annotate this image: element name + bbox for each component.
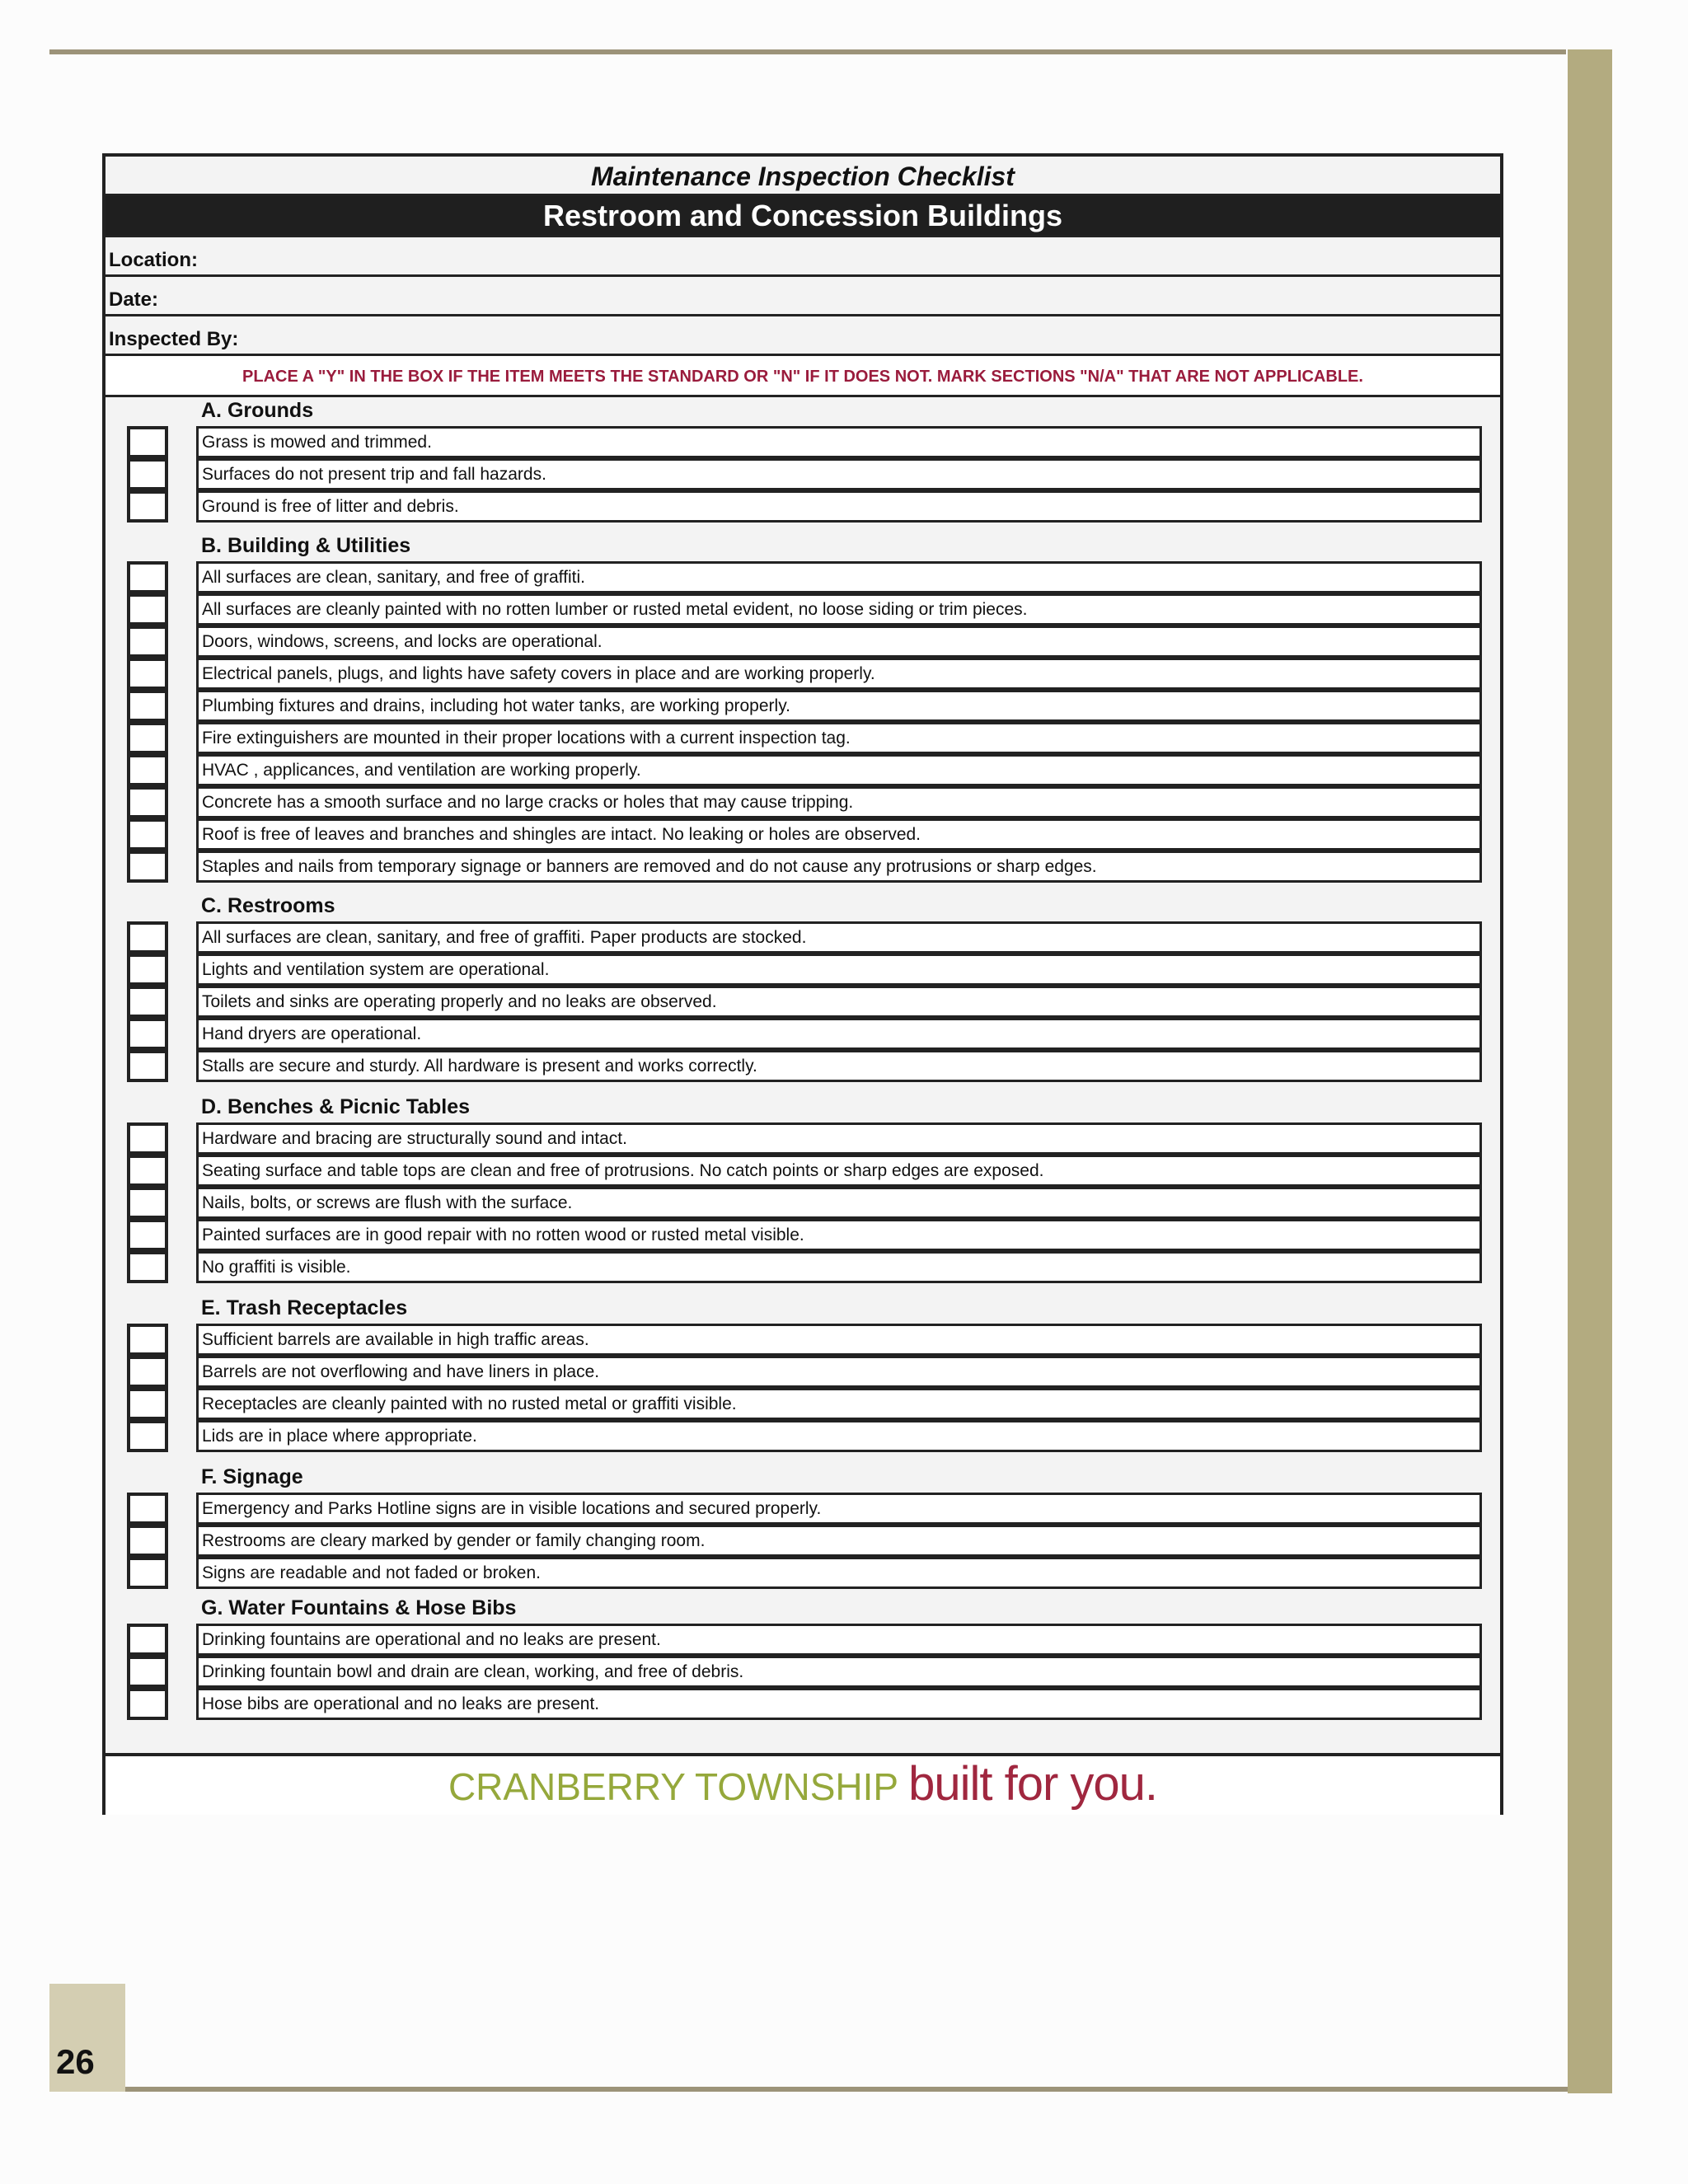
location-field[interactable] — [106, 237, 1500, 277]
side-bar — [1568, 49, 1612, 2093]
checklist-item: Painted surfaces are in good repair with no rotten wood or rusted metal visible. — [196, 1219, 1482, 1251]
checklist-item: Drinking fountain bowl and drain are clean, working, and free of debris. — [196, 1656, 1482, 1688]
checkbox[interactable] — [127, 1688, 168, 1720]
cranberry-logo — [448, 1756, 1157, 1811]
section-title: E. Trash Receptacles — [201, 1296, 408, 1319]
checkbox[interactable] — [127, 1656, 168, 1688]
checklist-item: Roof is free of leaves and branches and shingles are intact. No leaking or holes are observed. — [196, 818, 1482, 851]
checklist-item: Hand dryers are operational. — [196, 1018, 1482, 1050]
date-label: Date: — [109, 288, 159, 311]
checklist-item: Ground is free of litter and debris. — [196, 490, 1482, 523]
checkbox[interactable] — [127, 593, 168, 626]
checklist-item: Seating surface and table tops are clean and free of protrusions. No catch points or sharp edges are exposed. — [196, 1155, 1482, 1187]
checklist-item: Restrooms are cleary marked by gender or family changing room. — [196, 1525, 1482, 1557]
checkbox[interactable] — [127, 1219, 168, 1251]
section-title: F. Signage — [201, 1465, 303, 1488]
checkbox[interactable] — [127, 851, 168, 883]
checkbox[interactable] — [127, 722, 168, 754]
checkbox[interactable] — [127, 1155, 168, 1187]
date-field[interactable] — [106, 277, 1500, 316]
checkbox[interactable] — [127, 490, 168, 523]
checkbox[interactable] — [127, 1018, 168, 1050]
checklist-item: Surfaces do not present trip and fall hazards. — [196, 458, 1482, 490]
checklist-item: HVAC , applicances, and ventilation are working properly. — [196, 754, 1482, 786]
checkbox[interactable] — [127, 1388, 168, 1420]
form-subtitle: Restroom and Concession Buildings — [106, 196, 1500, 237]
location-label: Location: — [109, 249, 198, 271]
checklist-item: Drinking fountains are operational and no leaks are present. — [196, 1624, 1482, 1656]
checkbox[interactable] — [127, 1122, 168, 1155]
checkbox[interactable] — [127, 1251, 168, 1283]
instructions: PLACE A "Y" IN THE BOX IF THE ITEM MEETS THE STANDARD OR "N" IF IT DOES NOT. MARK SECTIONS "N/A" THAT ARE NOT APPLICABLE. — [106, 356, 1500, 397]
checklist-item: Hose bibs are operational and no leaks are present. — [196, 1688, 1482, 1720]
checklist-item: Hardware and bracing are structurally sound and intact. — [196, 1122, 1482, 1155]
checkbox[interactable] — [127, 458, 168, 490]
checklist-item: No graffiti is visible. — [196, 1251, 1482, 1283]
logo-tagline: built for you. — [908, 1757, 1158, 1811]
checkbox[interactable] — [127, 1624, 168, 1656]
section-title: D. Benches & Picnic Tables — [201, 1095, 471, 1118]
checklist-item: Emergency and Parks Hotline signs are in visible locations and secured properly. — [196, 1493, 1482, 1525]
section-title: G. Water Fountains & Hose Bibs — [201, 1596, 517, 1619]
checkbox[interactable] — [127, 658, 168, 690]
checklist-item: Stalls are secure and sturdy. All hardware is present and works correctly. — [196, 1050, 1482, 1082]
checklist-item: Nails, bolts, or screws are flush with the surface. — [196, 1187, 1482, 1219]
checkbox[interactable] — [127, 1324, 168, 1356]
checkbox[interactable] — [127, 626, 168, 658]
checklist-item: Sufficient barrels are available in high traffic areas. — [196, 1324, 1482, 1356]
section-title: B. Building & Utilities — [201, 534, 411, 557]
checkbox[interactable] — [127, 561, 168, 593]
checkbox[interactable] — [127, 1493, 168, 1525]
checklist-item: Signs are readable and not faded or broken. — [196, 1557, 1482, 1589]
checklist-item: Concrete has a smooth surface and no large cracks or holes that may cause tripping. — [196, 786, 1482, 818]
checkbox[interactable] — [127, 921, 168, 954]
inspected-by-label: Inspected By: — [109, 328, 239, 350]
checkbox[interactable] — [127, 1187, 168, 1219]
footer-logo-row — [106, 1753, 1500, 1815]
checkbox[interactable] — [127, 690, 168, 722]
checkbox[interactable] — [127, 1420, 168, 1452]
bottom-rule — [125, 2087, 1568, 2092]
checkbox[interactable] — [127, 1557, 168, 1589]
checkbox[interactable] — [127, 426, 168, 458]
section-title: C. Restrooms — [201, 894, 335, 917]
checkbox[interactable] — [127, 1525, 168, 1557]
checkbox[interactable] — [127, 786, 168, 818]
checklist-item: Doors, windows, screens, and locks are operational. — [196, 626, 1482, 658]
checklist-item: Barrels are not overflowing and have liners in place. — [196, 1356, 1482, 1388]
checklist-item: All surfaces are clean, sanitary, and free of graffiti. Paper products are stocked. — [196, 921, 1482, 954]
checkbox[interactable] — [127, 1356, 168, 1388]
checkbox[interactable] — [127, 818, 168, 851]
checklist-item: Toilets and sinks are operating properly and no leaks are observed. — [196, 986, 1482, 1018]
inspection-form — [102, 153, 1503, 1815]
checklist-item: All surfaces are clean, sanitary, and free of graffiti. — [196, 561, 1482, 593]
page-number: 26 — [56, 2042, 95, 2081]
checkbox[interactable] — [127, 1050, 168, 1082]
section-title: A. Grounds — [201, 399, 314, 422]
checkbox[interactable] — [127, 986, 168, 1018]
inspected-by-field[interactable] — [106, 316, 1500, 356]
checkbox[interactable] — [127, 954, 168, 986]
form-title: Maintenance Inspection Checklist — [106, 157, 1500, 196]
checklist-item: Plumbing fixtures and drains, including hot water tanks, are working properly. — [196, 690, 1482, 722]
checkbox[interactable] — [127, 754, 168, 786]
checklist-item: Staples and nails from temporary signage or banners are removed and do not cause any protrusions or sharp edges. — [196, 851, 1482, 883]
logo-township: CRANBERRY TOWNSHIP — [448, 1765, 899, 1808]
checklist-item: All surfaces are cleanly painted with no rotten lumber or rusted metal evident, no loose siding or trim pieces. — [196, 593, 1482, 626]
checklist-item: Lids are in place where appropriate. — [196, 1420, 1482, 1452]
checklist-item: Grass is mowed and trimmed. — [196, 426, 1482, 458]
checklist-item: Electrical panels, plugs, and lights have safety covers in place and are working properly. — [196, 658, 1482, 690]
checklist-item: Lights and ventilation system are operational. — [196, 954, 1482, 986]
checklist-item: Fire extinguishers are mounted in their proper locations with a current inspection tag. — [196, 722, 1482, 754]
checklist-item: Receptacles are cleanly painted with no rusted metal or graffiti visible. — [196, 1388, 1482, 1420]
top-rule — [49, 49, 1566, 54]
